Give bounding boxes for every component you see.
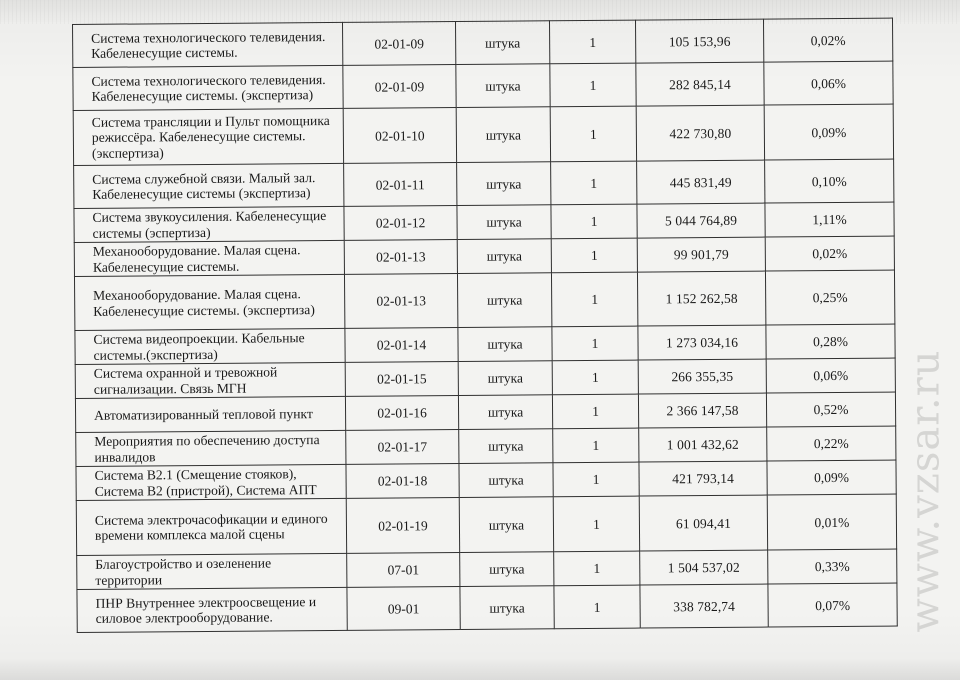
item-quantity: 1 [553,428,639,463]
item-unit: штука [456,107,550,163]
item-name: Автоматизированный тепловой пункт [75,396,345,432]
item-percent: 0,06% [766,358,895,393]
item-code: 02-01-13 [344,273,457,328]
table-row [74,270,894,330]
item-code: 02-01-17 [346,429,459,464]
item-percent: 0,06% [764,61,893,105]
item-code: 02-01-09 [342,21,455,65]
item-name: Система видеопроекции. Кабельные системы.(экспертиза) [75,328,345,364]
item-code: 09-01 [347,586,460,630]
item-quantity: 1 [553,496,639,552]
table-row [76,494,896,555]
item-sum: 2 366 147,58 [638,393,766,428]
item-name: Система звукоусиления. Кабеленесущие системы (эспертиза) [74,206,344,242]
item-percent: 0,25% [765,270,894,325]
item-percent: 0,09% [767,460,896,495]
item-percent: 0,09% [764,104,893,160]
item-sum: 1 273 034,16 [638,325,766,360]
item-name: Система В2.1 (Смещение стояков), Система В2 (пристрой), Система АПТ [76,464,346,500]
item-name: Система технологического телевидения. Кабеленесущие системы. (экспертиза) [73,65,343,110]
item-quantity: 1 [550,106,636,162]
item-sum: 421 793,14 [639,461,767,496]
item-sum: 266 355,35 [638,359,766,394]
table-row [77,583,897,632]
table-row [74,159,894,208]
item-unit: штука [459,497,553,553]
item-sum: 61 094,41 [639,495,767,551]
item-unit: штука [457,162,551,206]
watermark-text: www.vzsar.ru [903,349,949,633]
item-unit: штука [458,361,552,396]
item-sum: 1 152 262,58 [637,271,765,326]
item-code: 02-01-18 [346,463,459,498]
item-unit: штука [459,429,553,464]
item-code: 02-01-10 [343,107,456,163]
item-name: Мероприятия по обеспечению доступа инвалидов [76,430,346,466]
item-name: Система охранной и тревожной сигнализации. Связь МГН [75,362,345,398]
item-code: 02-01-12 [344,205,457,240]
item-unit: штука [456,64,550,108]
item-quantity: 1 [551,161,637,205]
item-code: 02-01-09 [343,64,456,108]
item-unit: штука [455,21,549,65]
item-code: 02-01-13 [344,239,457,274]
document-table-wrapper [72,18,897,633]
item-sum: 445 831,49 [637,160,765,204]
table-row [73,104,893,165]
item-unit: штука [458,327,552,362]
item-percent: 0,52% [766,392,895,427]
item-unit: штука [459,463,553,498]
item-unit: штука [460,586,554,630]
item-name: Механооборудование. Малая сцена. Кабеленесущие системы. (экспертиза) [74,274,344,330]
item-name: Благоустройство и озеленение территории [77,553,347,589]
item-unit: штука [460,552,554,587]
table-row [73,61,893,110]
item-code: 02-01-15 [345,361,458,396]
item-code: 07-01 [347,552,460,587]
item-quantity: 1 [551,272,637,327]
item-quantity: 1 [553,462,639,497]
item-sum: 1 001 432,62 [639,427,767,462]
item-quantity: 1 [551,204,637,239]
item-percent: 0,01% [767,494,896,550]
item-name: Система трансляции и Пульт помощника режиссёра. Кабеленесущие системы. (экспертиза) [73,108,343,165]
item-sum: 5 044 764,89 [637,203,765,238]
item-code: 02-01-11 [344,162,457,206]
item-sum: 105 153,96 [635,19,763,63]
item-percent: 0,02% [765,236,894,271]
item-quantity: 1 [552,394,638,429]
item-code: 02-01-19 [346,497,459,553]
item-percent: 0,33% [768,549,897,584]
item-quantity: 1 [550,63,636,107]
item-name: ПНР Внутреннее электроосвещение и силовое электрооборудование. [77,587,347,632]
item-quantity: 1 [551,238,637,273]
item-quantity: 1 [554,585,640,629]
item-name: Система электрочасофикации и единого времени комплекса малой сцены [76,498,346,555]
item-quantity: 1 [554,551,640,586]
item-sum: 99 901,79 [637,237,765,272]
item-code: 02-01-16 [345,395,458,430]
item-code: 02-01-14 [345,327,458,362]
table-row [73,18,893,67]
item-unit: штука [458,395,552,430]
item-name: Механооборудование. Малая сцена. Кабеленесущие системы. [74,240,344,276]
item-sum: 338 782,74 [640,584,768,628]
item-percent: 0,28% [766,324,895,359]
item-percent: 0,22% [767,426,896,461]
item-quantity: 1 [549,20,635,64]
item-unit: штука [457,205,551,240]
item-percent: 1,11% [765,202,894,237]
item-name: Система служебной связи. Малый зал. Кабеленесущие системы (экспертиза) [74,163,344,208]
item-sum: 282 845,14 [636,62,764,106]
item-percent: 0,02% [763,18,892,62]
item-unit: штука [457,273,551,328]
item-percent: 0,10% [765,159,894,203]
item-percent: 0,07% [768,583,897,627]
item-quantity: 1 [552,360,638,395]
cost-estimate-table [72,18,898,633]
item-sum: 1 504 537,02 [640,550,768,585]
scan-bottom-shadow [0,658,960,680]
item-quantity: 1 [552,326,638,361]
item-name: Система технологического телевидения. Кабеленесущие системы. [73,22,343,67]
item-unit: штука [457,239,551,274]
item-sum: 422 730,80 [636,105,764,161]
